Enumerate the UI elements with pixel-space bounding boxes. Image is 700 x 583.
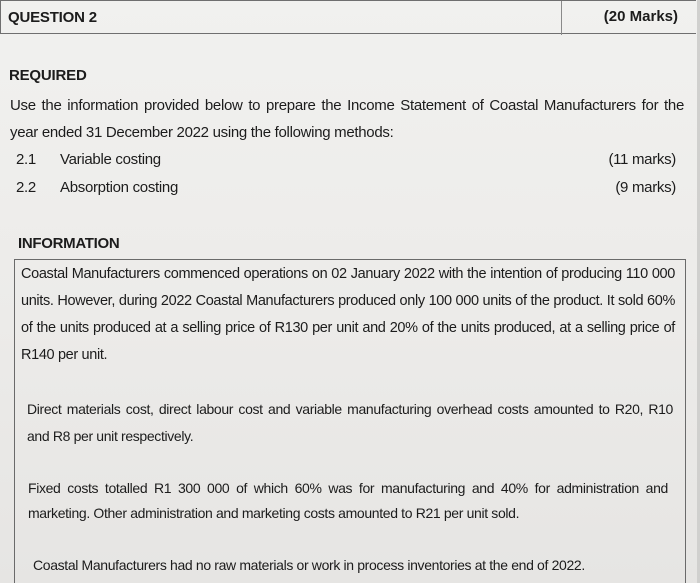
info-paragraph-fixed-costs: Fixed costs totalled R1 300 000 of which 60% was for manufacturing and 40% for administration and marketing. Other administration and marketing costs amounted to R21 per unit sold. — [28, 480, 668, 521]
info-paragraph-inventories: Coastal Manufacturers had no raw materials or work in process inventories at the end of 2022. — [33, 557, 585, 573]
method-marks: (11 marks) — [608, 151, 676, 168]
question-total-marks: (20 Marks) — [603, 8, 678, 25]
info-paragraph-variable-costs: Direct materials cost, direct labour cost and variable manufacturing overhead costs amounted to R20, R10 and R8 per unit respectively. — [27, 401, 673, 444]
info-paragraph-production: Coastal Manufacturers commenced operations on 02 January 2022 with the intention of producing 110 000 units. However, during 2022 Coastal Manufacturers produced only 100 000 units of the product. It sold 60% of the units produced at a selling price of R130 per unit and 20% of the units produced, at a selling price of R140 per unit. — [21, 266, 675, 363]
method-variable-costing — [16, 151, 676, 173]
information-heading: INFORMATION — [18, 235, 120, 252]
method-absorption-costing — [16, 179, 676, 201]
method-number: 2.1 — [16, 151, 36, 168]
method-name: Variable costing — [60, 151, 161, 168]
question-title: QUESTION 2 — [8, 9, 97, 26]
header-divider — [561, 1, 562, 35]
method-number: 2.2 — [16, 179, 36, 196]
required-heading: REQUIRED — [9, 67, 87, 84]
required-instruction: Use the information provided below to prepare the Income Statement of Coastal Manufacturers for the year ended 31 December 2022 using the following methods: — [10, 97, 684, 141]
method-marks: (9 marks) — [615, 179, 676, 196]
question-header — [0, 0, 696, 34]
method-name: Absorption costing — [60, 179, 179, 196]
